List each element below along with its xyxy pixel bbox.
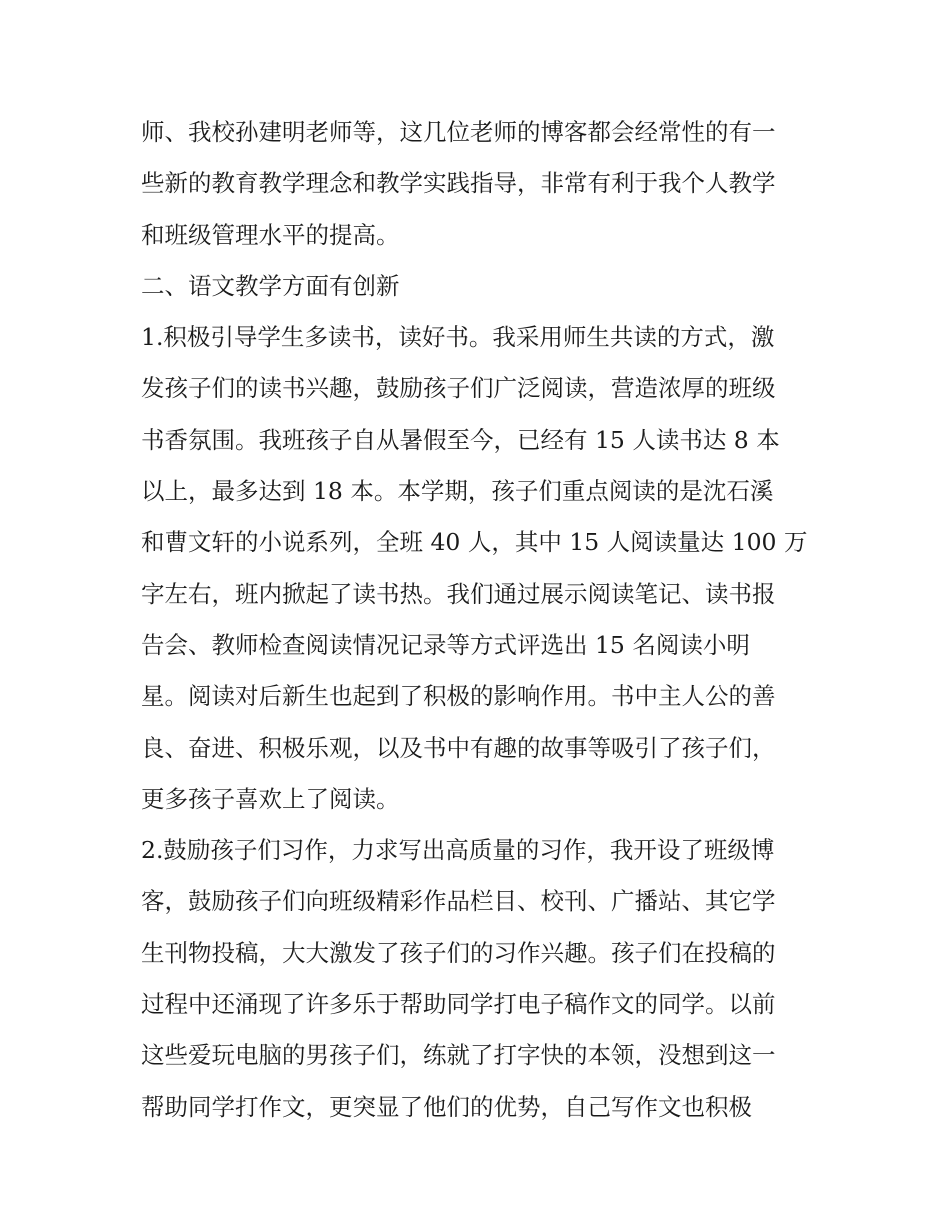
text-line-5: 1.积极引导学生多读书，读好书。我采用师生共读的方式，激 — [141, 323, 775, 352]
text-line-6: 发孩子们的读书兴趣，鼓励孩子们广泛阅读，营造浓厚的班级 — [141, 374, 776, 403]
text-line-1: 师、我校孙建明老师等，这几位老师的博客都会经常性的有一 — [141, 118, 776, 146]
text-line-17: 生刊物投稿，大大激发了孩子们的习作兴趣。孩子们在投稿的 — [141, 938, 776, 967]
text-line-12: 星。阅读对后新生也起到了积极的影响作用。书中主人公的善 — [141, 682, 776, 711]
text-line-3: 和班级管理水平的提高。 — [141, 220, 400, 249]
text-line-11: 告会、教师检查阅读情况记录等方式评选出 15 名阅读小明 — [141, 630, 750, 659]
text-line-15: 2.鼓励孩子们习作，力求写出高质量的习作，我开设了班级博 — [141, 836, 775, 865]
text-line-10: 字左右，班内掀起了读书热。我们通过展示阅读笔记、读书报 — [141, 579, 776, 608]
text-line-18: 过程中还涌现了许多乐于帮助同学打电子稿作文的同学。以前 — [141, 990, 776, 1019]
text-line-20: 帮助同学打作文，更突显了他们的优势，自己写作文也积极 — [141, 1092, 752, 1121]
text-line-14: 更多孩子喜欢上了阅读。 — [141, 784, 400, 813]
text-line-13: 良、奋进、积极乐观，以及书中有趣的故事等吸引了孩子们， — [141, 733, 776, 762]
text-line-8: 以上，最多达到 18 本。本学期，孩子们重点阅读的是沈石溪 — [141, 477, 774, 506]
document-body — [141, 107, 821, 1133]
text-line-9: 和曹文轩的小说系列，全班 40 人，其中 15 人阅读量达 100 万 — [141, 528, 808, 557]
text-line-7: 书香氛围。我班孩子自从暑假至今，已经有 15 人读书达 8 本 — [141, 425, 780, 454]
text-line-19: 这些爱玩电脑的男孩子们，练就了打字快的本领，没想到这一 — [141, 1041, 776, 1070]
text-line-2: 些新的教育教学理念和教学实践指导，非常有利于我个人教学 — [141, 169, 776, 198]
text-line-16: 客，鼓励孩子们向班级精彩作品栏目、校刊、广播站、其它学 — [141, 887, 776, 916]
section-heading: 二、语文教学方面有创新 — [141, 271, 400, 300]
